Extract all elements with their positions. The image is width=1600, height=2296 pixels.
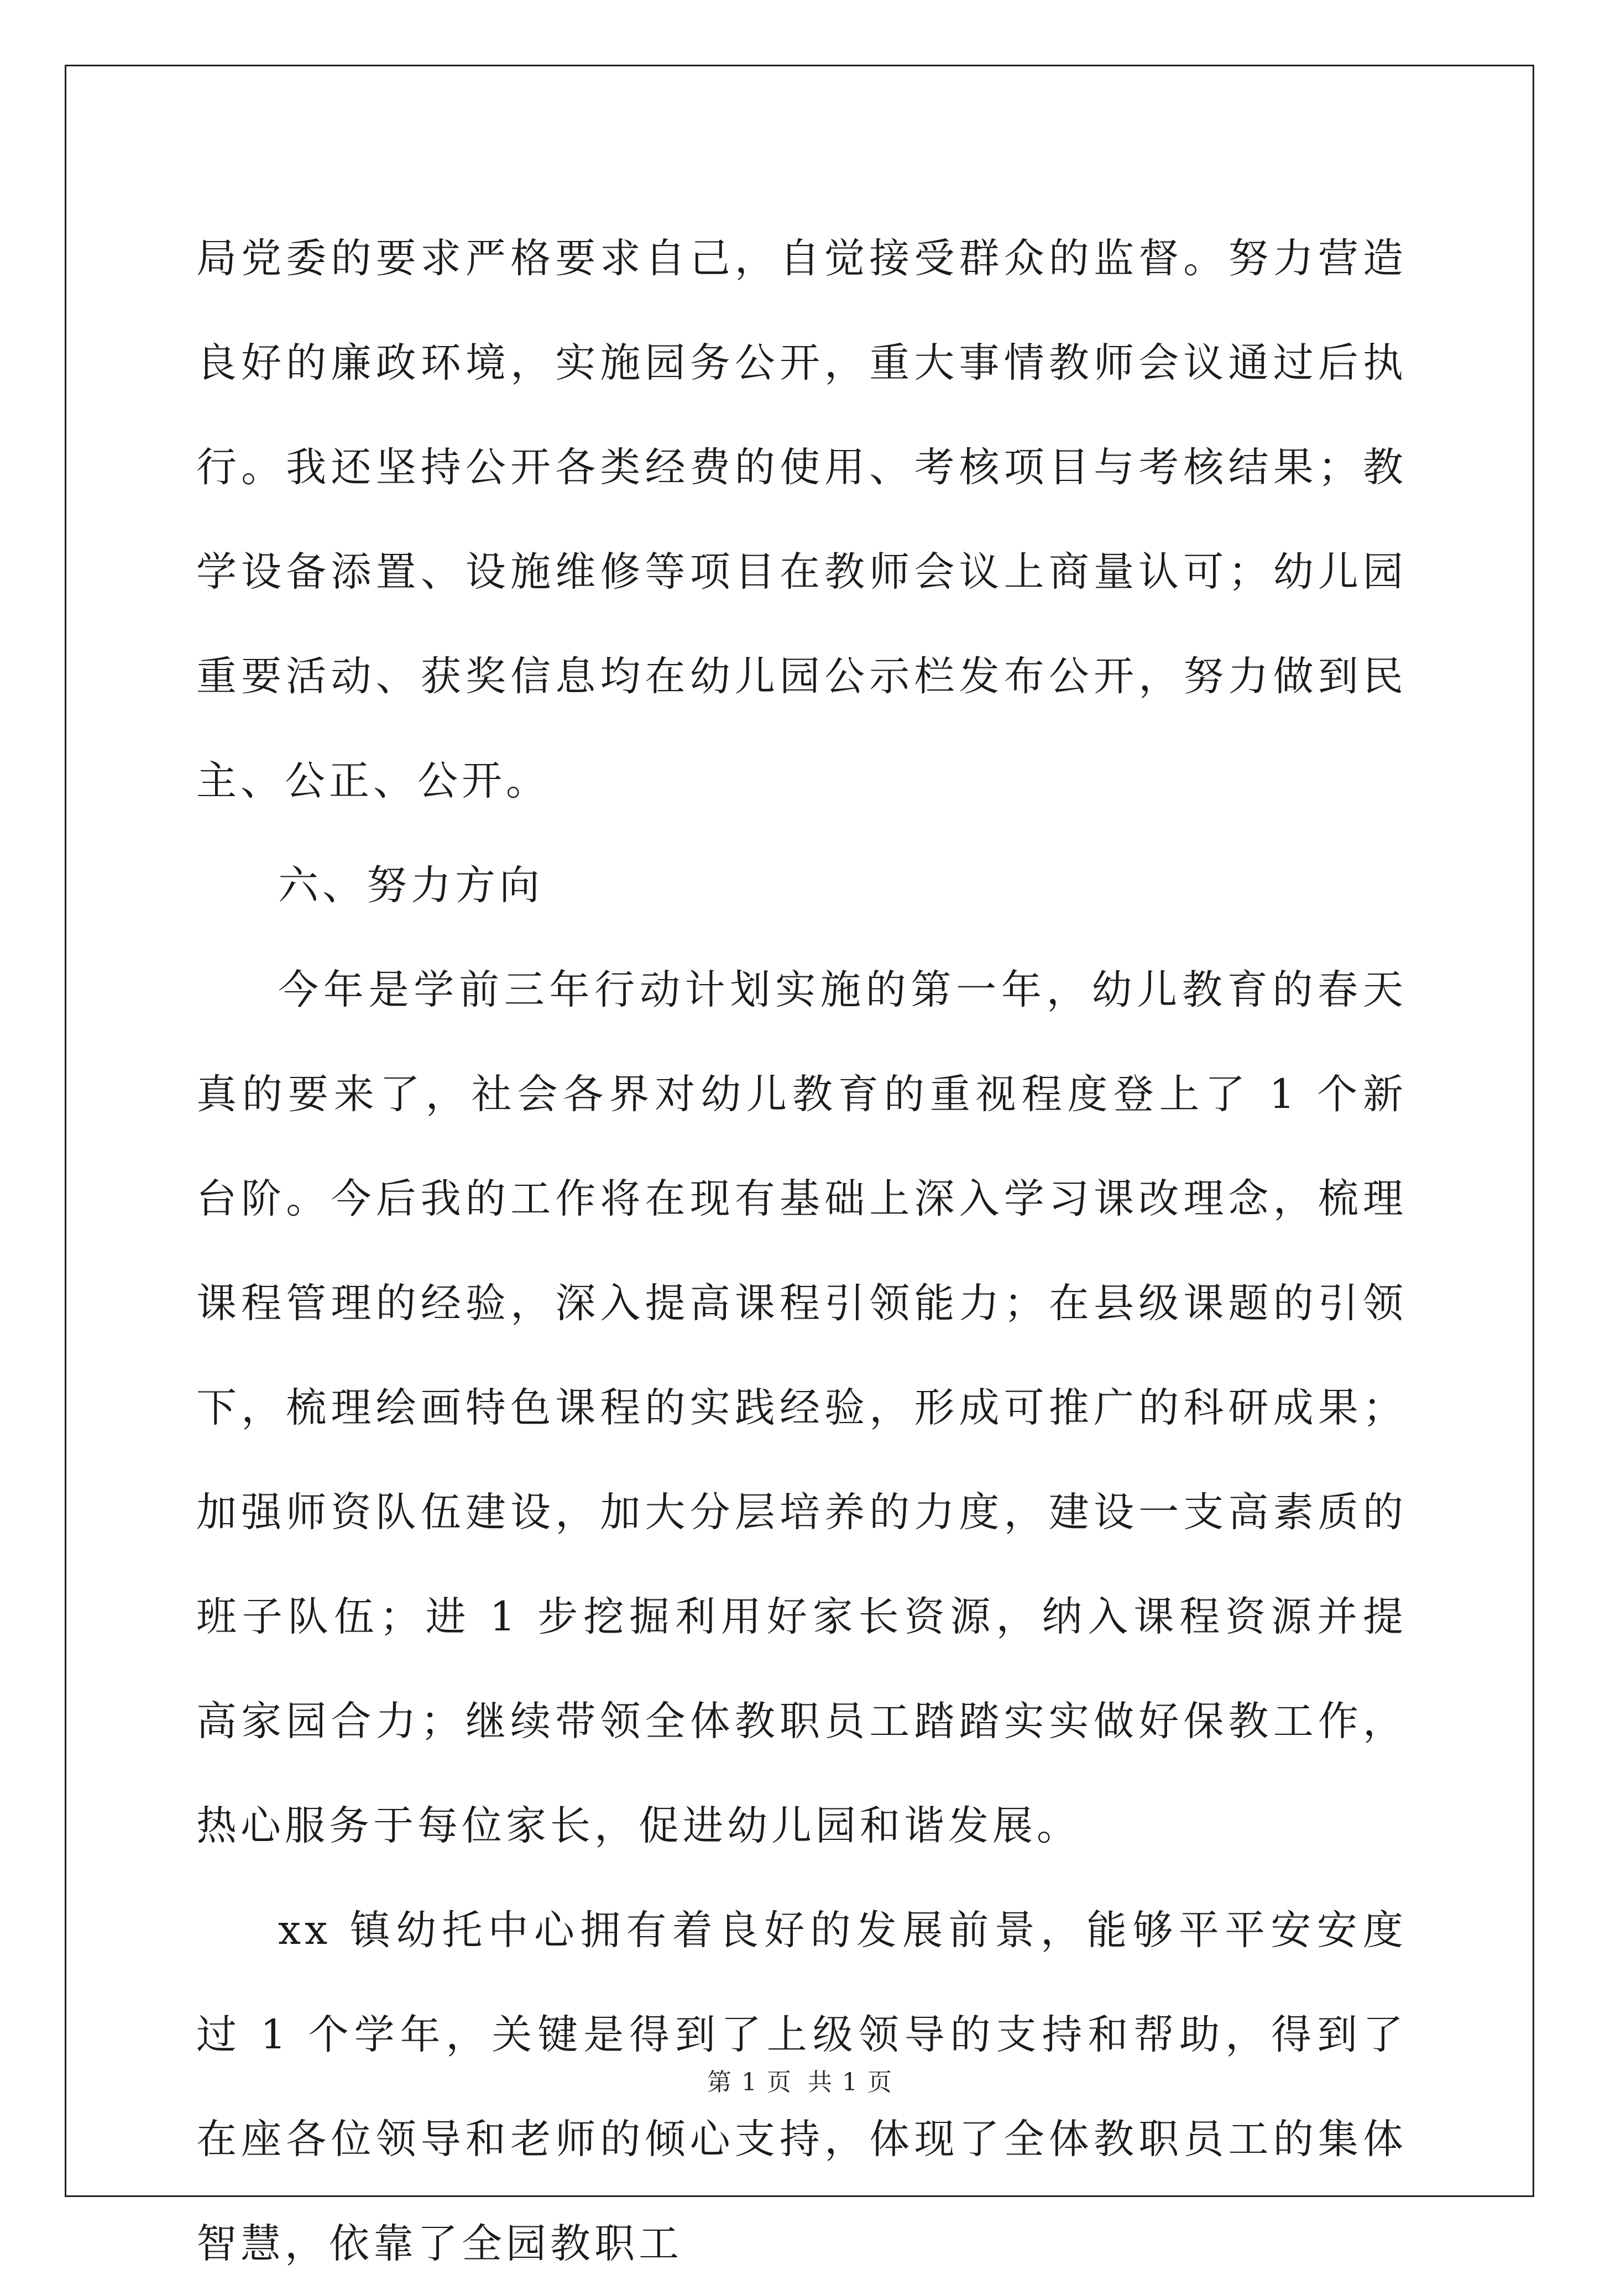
document-body bbox=[196, 206, 1407, 2296]
section-heading: 六、努力方向 bbox=[278, 862, 543, 909]
page-total: 共 1 页 bbox=[808, 2068, 893, 2096]
paragraph-direction: 今年是学前三年行动计划实施的第一年，幼儿教育的春天真的要来了，社会各界对幼儿教育的重视程度登上了 1 个新台阶。今后我的工作将在现有基础上深入学习课改理念，梳理课程管理的经验，深入提高课程引领能力；在县级课题的引领下，梳理绘画特色课程的实践经验，形成可推广的科研成果；加强师资队伍建设，加大分层培养的力度，建设一支高素质的班子队伍；进 1 步挖掘利用好家长资源，纳入课程资源并提高家园合力；继续带领全体教职员工踏踏实实做好保教工作，热心服务于每位家长，促进幼儿园和谐发展。 bbox=[196, 966, 1407, 1849]
page-footer bbox=[0, 2062, 1600, 2098]
page-number: 第 1 页 bbox=[707, 2068, 792, 2096]
paragraph-closing: xx 镇幼托中心拥有着良好的发展前景，能够平平安安度过 1 个学年，关键是得到了上级领导的支持和帮助，得到了在座各位领导和老师的倾心支持，体现了全体教职员工的集体智慧，依靠了全园教职工 bbox=[196, 1907, 1407, 2267]
paragraph-continuation: 局党委的要求严格要求自己，自觉接受群众的监督。努力营造良好的廉政环境，实施园务公开，重大事情教师会议通过后执行。我还坚持公开各类经费的使用、考核项目与考核结果；教学设备添置、设施维修等项目在教师会议上商量认可；幼儿园重要活动、获奖信息均在幼儿园公示栏发布公开，努力做到民主、公正、公开。 bbox=[196, 235, 1407, 804]
